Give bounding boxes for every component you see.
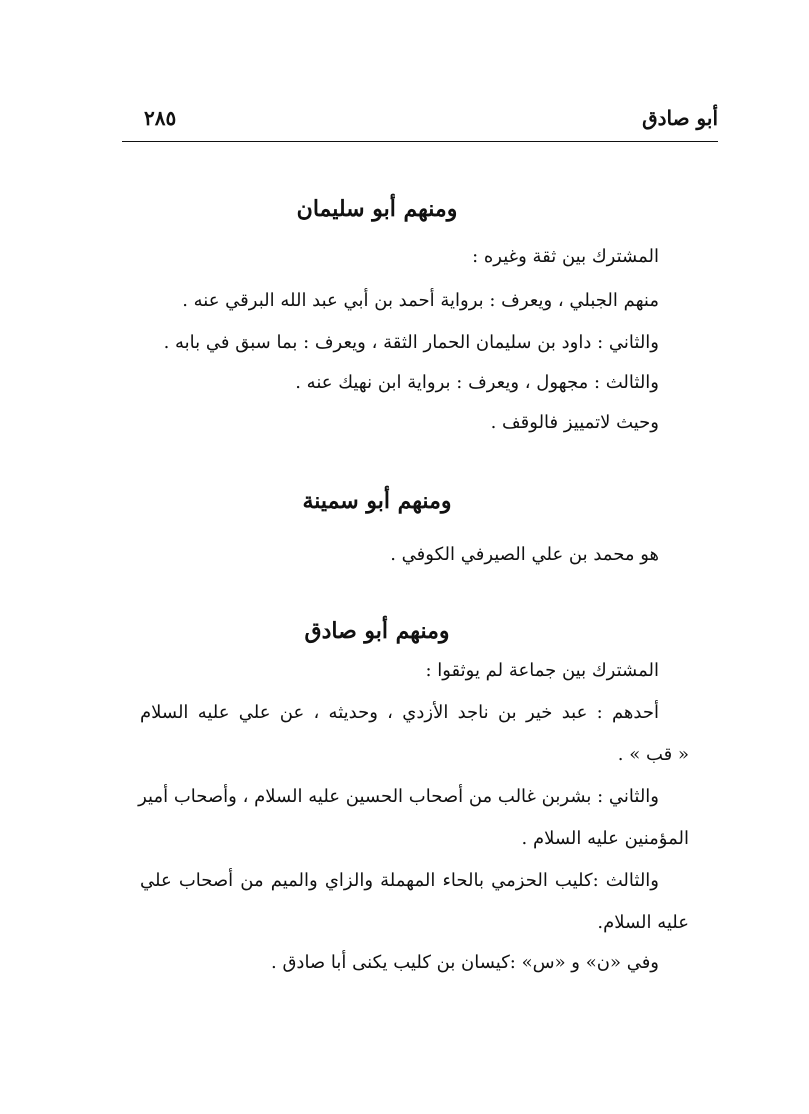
text-line: والثاني : داود بن سليمان الحمار الثقة ، ويعرف : بما سبق في بابه . [163,332,659,353]
text-line: أحدهم : عبد خير بن ناجد الأزدي ، وحديثه ، عن علي عليه السلام [140,702,660,723]
page-header [122,100,718,140]
text-line: والثالث : مجهول ، ويعرف : برواية ابن نهيك عنه . [295,372,659,393]
text-line: وفي «ن» و «س» :كيسان بن كليب يكنى أبا صادق . [271,952,659,973]
text-line: المشترك بين ثقة وغيره : [472,246,659,267]
text-line: عليه السلام. [597,912,689,933]
text-line: والثاني : بشربن غالب من أصحاب الحسين عليه السلام ، وأصحاب أمير [138,786,659,807]
text-line: منهم الجبلي ، ويعرف : برواية أحمد بن أبي عبد الله البرقي عنه . [182,290,659,311]
text-line: المؤمنين عليه السلام . [521,828,689,849]
text-line: المشترك بين جماعة لم يوثقوا : [425,660,659,681]
running-title: أبو صادق [642,106,718,130]
section-heading-abu-sulayman: ومنهم أبو سليمان [296,196,458,222]
text-line: وحيث لاتمييز فالوقف . [490,412,659,433]
section-heading-abu-samina: ومنهم أبو سمينة [302,488,452,514]
section-heading-abu-sadiq: ومنهم أبو صادق [304,618,450,644]
text-line: هو محمد بن علي الصيرفي الكوفي . [390,544,659,565]
text-line: والثالث :كليب الحزمي بالحاء المهملة والزاي والميم من أصحاب علي [140,870,659,891]
page-number: ٢٨٥ [144,106,177,130]
text-line: « قب » . [617,744,689,765]
header-rule [122,141,718,142]
